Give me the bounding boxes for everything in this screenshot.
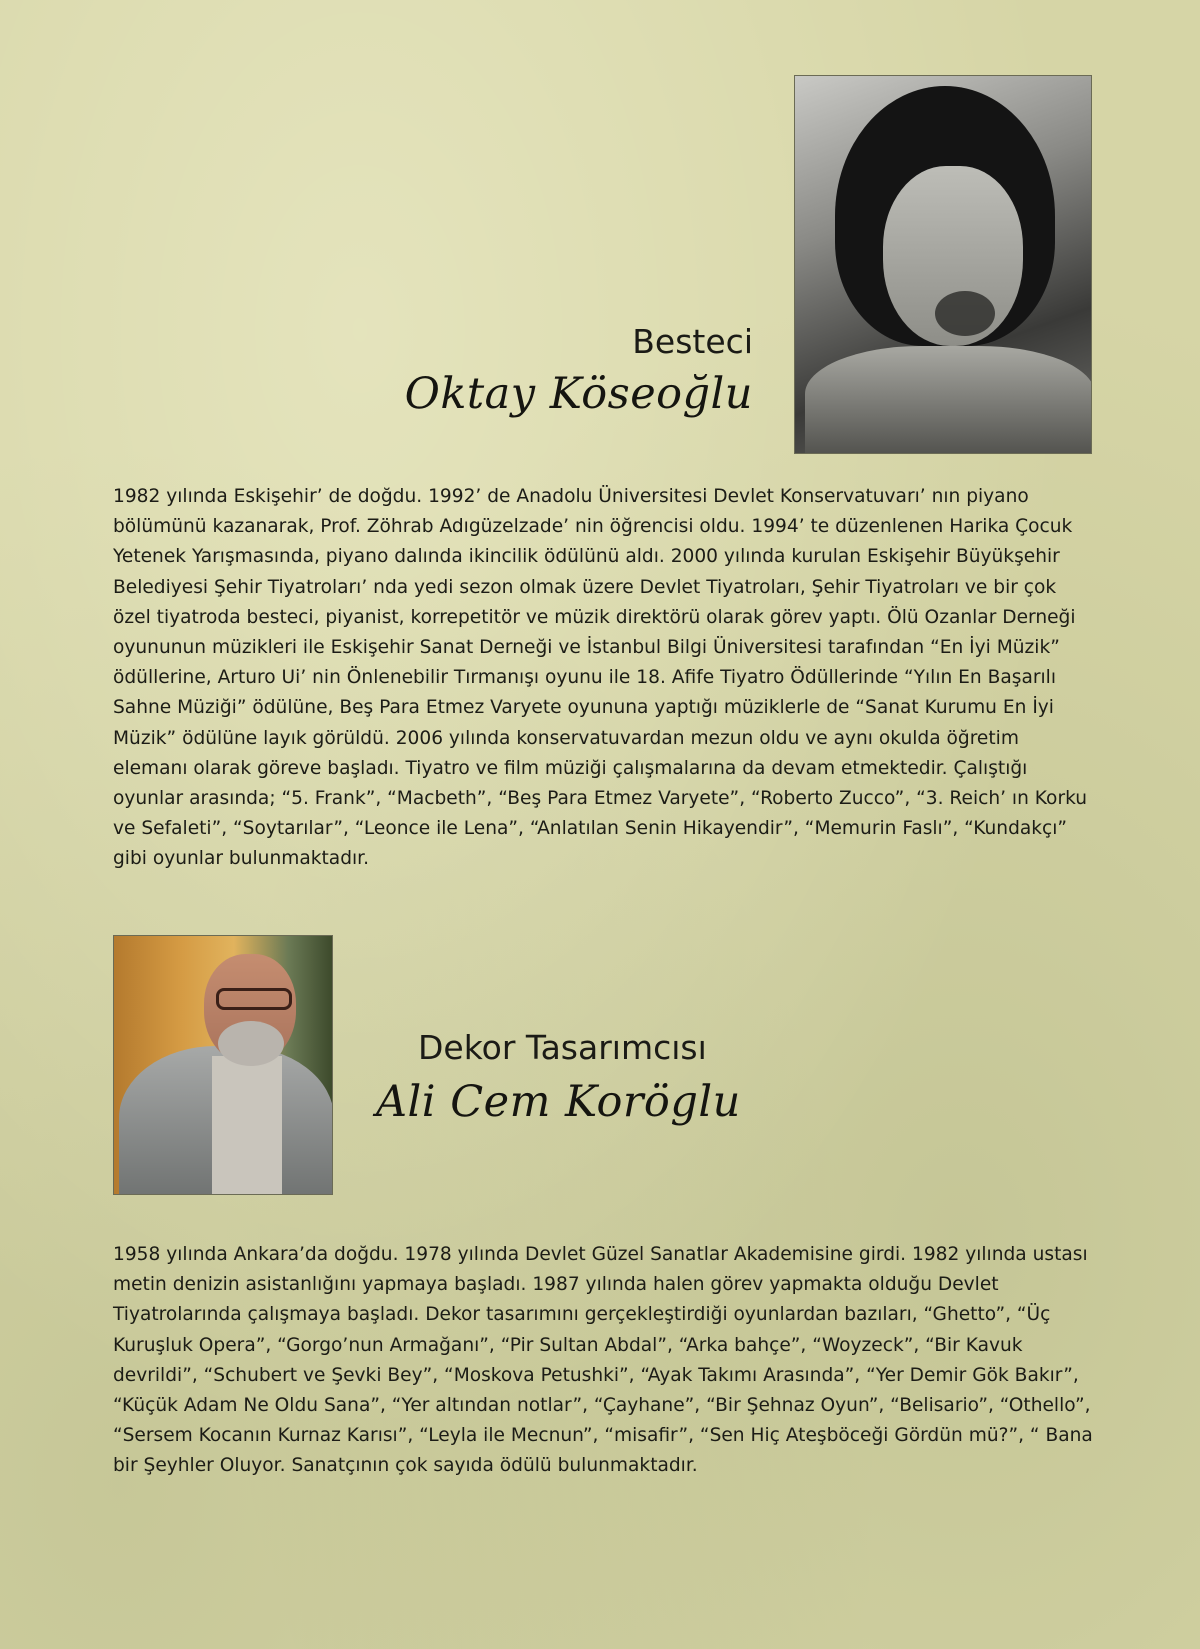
composer-name-heading: Oktay Köseoğlu [404,369,753,419]
designer-bio-paragraph: 1958 yılında Ankara’da doğdu. 1978 yılında Devlet Güzel Sanatlar Akademisine girdi. 1982 yılında ustası metin denizin asistanlığını yapmaya başladı. 1987 yılında halen görev yapmakta olduğu Devlet Tiyatrolarında çalışmaya başladı. Dekor tasarımını gerçekleştirdiği oyunlardan bazıları, “Ghetto”, “Üç Kuruşluk Opera”, “Gorgo’nun Armağanı”, “Pir Sultan Abdal”, “Arka bahçe”, “Woyzeck”, “Bir Kavuk devrildi”, “Schubert ve Şevki Bey”, “Moskova Petushki”, “Ayak Takımı Arasında”, “Yer Demir Gök Bakır”, “Küçük Adam Ne Oldu Sana”, “Yer altından notlar”, “Çayhane”, “Bir Şehnaz Oyun”, “Belisario”, “Othello”, “Sersem Kocanın Kurnaz Karısı”, “Leyla ile Mecnun”, “misafir”, “Sen Hiç Ateşböceği Gördün mü?”, “ Bana bir Şeyhler Oluyor. Sanatçının çok sayıda ödülü bulunmaktadır. [113,1244,1093,1477]
composer-bio-paragraph: 1982 yılında Eskişehir’ de doğdu. 1992’ de Anadolu Üniversitesi Devlet Konservatuvarı’ nın piyano bölümünü kazanarak, Prof. Zöhrab Adıgüzelzade’ nin öğrencisi oldu. 1994’ te düzenlenen Harika Çocuk Yetenek Yarışmasında, piyano dalında ikincilik ödülünü aldı. 2000 yılında kurulan Eskişehir Büyükşehir Belediyesi Şehir Tiyatroları’ nda yedi sezon olmak üzere Devlet Tiyatroları, Şehir Tiyatroları ve bir çok özel tiyatroda besteci, piyanist, korrepetitör ve müzik direktörü olarak görev yaptı. Ölü Ozanlar Derneği oyununun müzikleri ile Eskişehir Sanat Derneği ve İstanbul Bilgi Üniversitesi tarafından “En İyi Müzik” ödüllerine, Arturo Ui’ nin Önlenebilir Tırmanışı oyunu ile 18. Afife Tiyatro Ödüllerinde “Yılın En Başarılı Sahne Müziği” ödülüne, Beş Para Etmez Varyete oyununa yaptığı müziklerle de “Sanat Kurumu En İyi Müzik” ödülüne layık görüldü. 2006 yılında konservatuvardan mezun oldu ve aynı okulda öğretim elemanı olarak göreve başladı. Tiyatro ve film müziği çalışmalarına da devam etmektedir. Çalıştığı oyunlar arasında; “5. Frank”, “Macbeth”, “Beş Para Etmez Varyete”, “Roberto Zucco”, “3. Reich’ ın Korku ve Sefaleti”, “Soytarılar”, “Leonce ile Lena”, “Anlatılan Senin Hikayendir”, “Memurin Faslı”, “Kundakçı” gibi oyunlar bulunmaktadır. [113,486,1088,870]
designer-role-heading: Dekor Tasarımcısı [418,1028,707,1067]
composer-role-heading: Besteci [632,322,753,361]
designer-portrait-photo [113,935,333,1195]
composer-portrait-photo [794,75,1092,454]
designer-name-heading: Ali Cem Koröglu [376,1077,741,1127]
